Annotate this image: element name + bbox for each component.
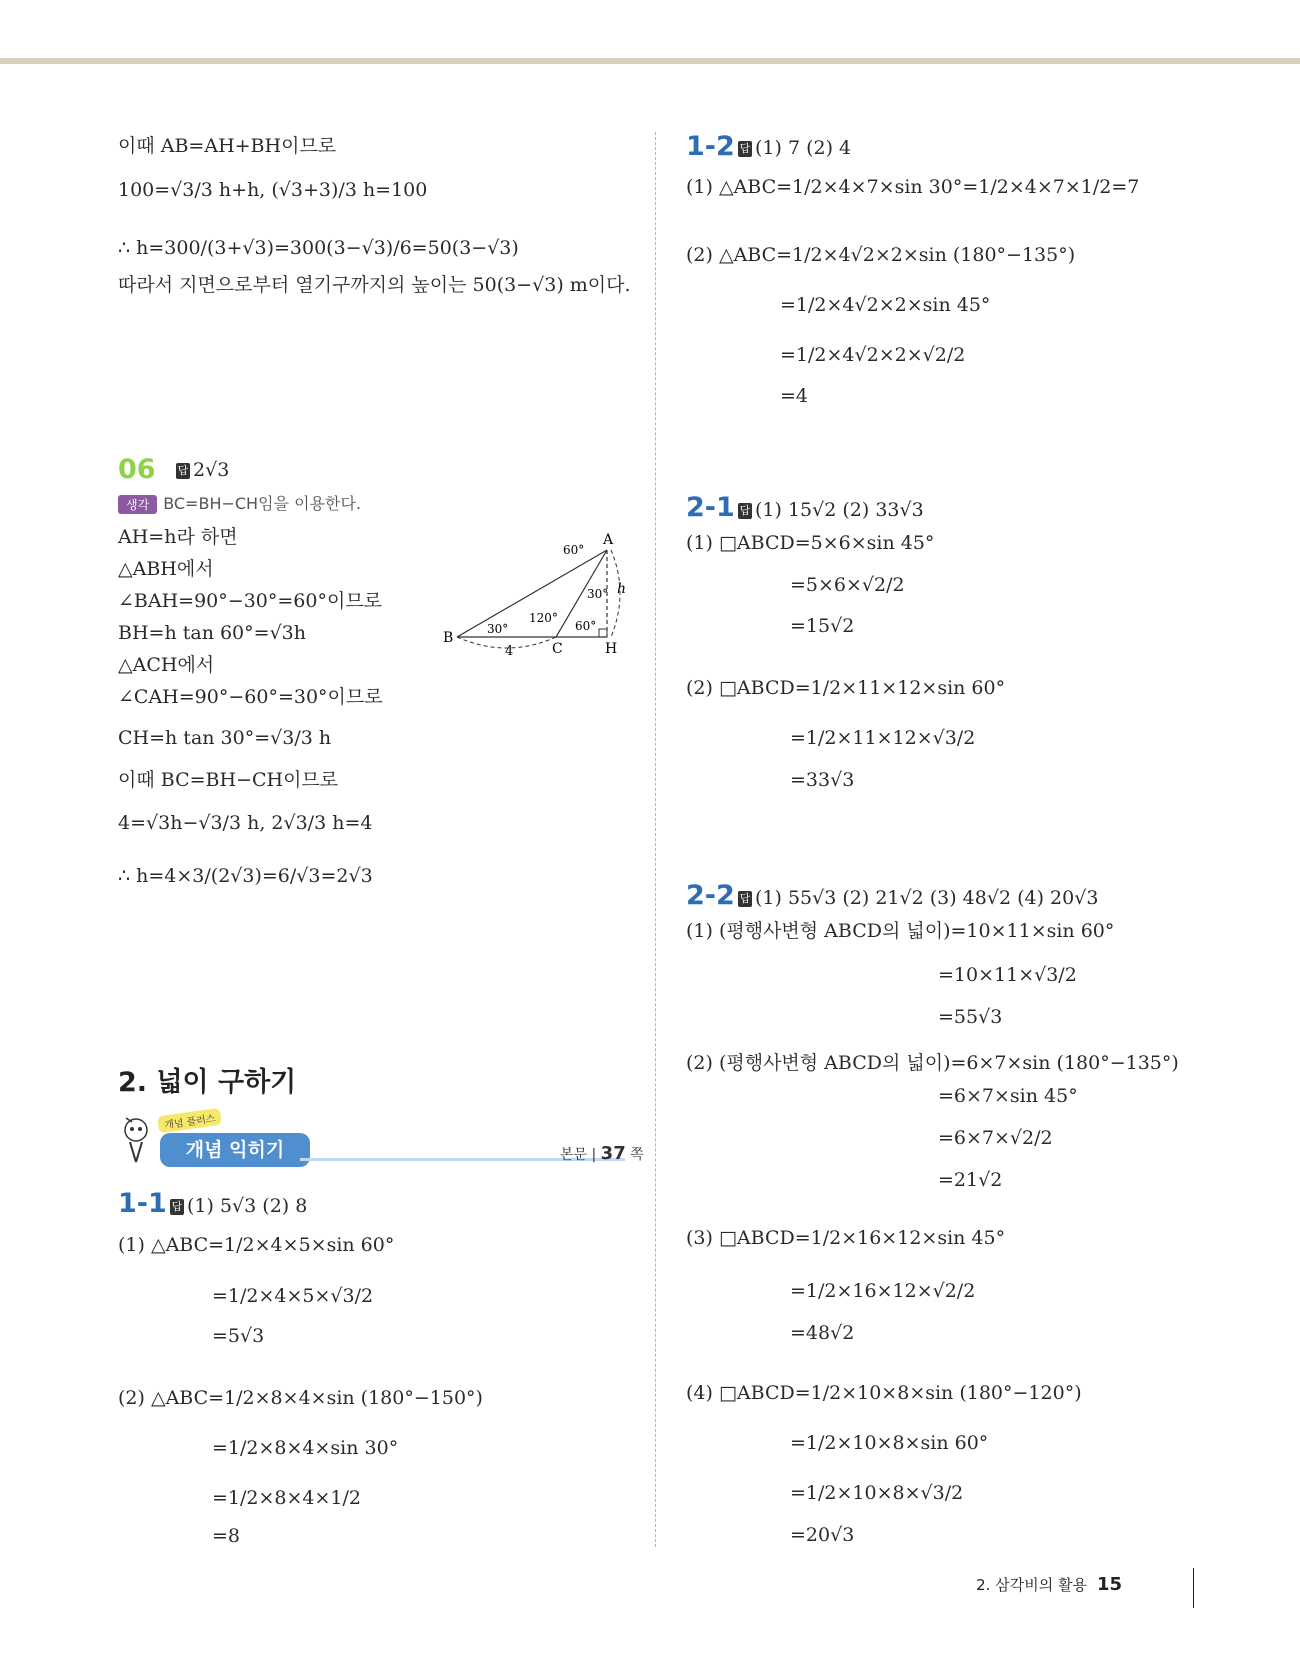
page-footer xyxy=(976,1574,1122,1595)
label-C: C xyxy=(552,641,563,657)
solution-line: (2) □ABCD=1/2×11×12×sin 60° xyxy=(686,677,1006,699)
right-angle-mark xyxy=(599,629,607,637)
answer xyxy=(170,1193,307,1219)
answer-icon: 답 xyxy=(177,464,189,477)
solution-line: =1/2×10×8×√3/2 xyxy=(790,1482,964,1504)
angle-30-B: 30° xyxy=(487,622,509,636)
solution-line: △ACH에서 xyxy=(118,654,215,676)
hint-text: BC=BH−CH임을 이용한다. xyxy=(163,494,361,513)
label-h: h xyxy=(617,581,627,597)
triangle-diagram xyxy=(435,525,635,660)
answer-icon: 답 xyxy=(171,1200,183,1213)
solution-line: (3) □ABCD=1/2×16×12×sin 45° xyxy=(686,1227,1006,1249)
page-ref-label: 본문 | xyxy=(560,1147,597,1163)
solution-line: BH=h tan 60°=√3h xyxy=(118,622,306,644)
solution-line: CH=h tan 30°=√3/3 h xyxy=(118,727,332,749)
solution-line: =8 xyxy=(212,1525,241,1547)
text: (1) 15√2 (2) 33√3 xyxy=(755,499,924,521)
solution-line: (2) (평행사변형 ABCD의 넓이)=6×7×sin (180°−135°) xyxy=(686,1052,1179,1074)
text: (1) 5√3 (2) 8 xyxy=(187,1195,308,1217)
solution-line: 4=√3h−√3/3 h, 2√3/3 h=4 xyxy=(118,812,373,834)
answer-icon: 답 xyxy=(739,892,751,905)
solution-line: (1) □ABCD=5×6×sin 45° xyxy=(686,532,935,554)
solution-line: ∠BAH=90°−30°=60°이므로 xyxy=(118,590,383,612)
concept-ribbon: 개념 익히기 xyxy=(160,1133,310,1167)
cont-line-2 xyxy=(118,170,427,210)
solution-line: =4 xyxy=(780,385,809,407)
angle-30-A: 30° xyxy=(587,587,609,601)
solution-line: 이때 BC=BH−CH이므로 xyxy=(118,769,339,791)
solution-line: ∠CAH=90°−60°=30°이므로 xyxy=(118,686,383,708)
solution-line: =1/2×8×4×sin 30° xyxy=(212,1437,399,1459)
solution-line: =1/2×4√2×2×√2/2 xyxy=(780,344,966,366)
solution-line: ∴ h=4×3/(2√3)=6/√3=2√3 xyxy=(118,865,373,887)
text: ∴ h=300/(3+√3)=300(3−√3)/6=50(3−√3) xyxy=(118,237,519,259)
solution-line: =55√3 xyxy=(938,1006,1003,1028)
text: 2√3 xyxy=(193,459,230,481)
hint-tag: 생각 xyxy=(118,495,157,514)
solution-line: =15√2 xyxy=(790,615,855,637)
label-B: B xyxy=(443,630,454,646)
solution-line: =5√3 xyxy=(212,1325,265,1347)
solution-line: =1/2×8×4×1/2 xyxy=(212,1487,362,1509)
problem-number: 1-1 xyxy=(118,1188,167,1219)
text: (1) 55√3 (2) 21√2 (3) 48√2 (4) 20√3 xyxy=(755,887,1099,909)
angle-60-top: 60° xyxy=(563,543,585,557)
solution-line: =48√2 xyxy=(790,1322,855,1344)
problem-number: 2-2 xyxy=(686,880,735,911)
page-ref-suffix: 쪽 xyxy=(630,1147,644,1163)
mascot-icon xyxy=(118,1110,158,1170)
section-title: 2. 넓이 구하기 xyxy=(118,1067,297,1098)
page-number: 15 xyxy=(1096,1574,1122,1595)
cont-line-1 xyxy=(118,133,336,159)
solution-line: (1) △ABC=1/2×4×7×sin 30°=1/2×4×7×1/2=7 xyxy=(686,176,1140,198)
label-H: H xyxy=(605,641,618,657)
solution-line: △ABH에서 xyxy=(118,558,214,580)
solution-line: =6×7×sin 45° xyxy=(938,1085,1078,1107)
footer-bar xyxy=(1193,1568,1194,1608)
text: 이때 AB=AH+BH이므로 xyxy=(118,135,337,157)
text: 100=√3/3 h+h, (√3+3)/3 h=100 xyxy=(118,179,428,201)
chapter-title: 2. 삼각비의 활용 xyxy=(976,1576,1087,1594)
solution-line: =1/2×16×12×√2/2 xyxy=(790,1280,976,1302)
problem-number: 2-1 xyxy=(686,492,735,523)
solution-line: (1) (평행사변형 ABCD의 넓이)=10×11×sin 60° xyxy=(686,920,1115,942)
answer xyxy=(176,457,229,483)
text: 따라서 지면으로부터 열기구까지의 높이는 50(3−√3) m이다. xyxy=(118,274,631,296)
solution-line: (4) □ABCD=1/2×10×8×sin (180°−120°) xyxy=(686,1382,1082,1404)
solution-line: =1/2×4√2×2×sin 45° xyxy=(780,294,991,316)
cont-line-4 xyxy=(118,272,631,298)
solution-line: =6×7×√2/2 xyxy=(938,1127,1053,1149)
solution-line: =33√3 xyxy=(790,769,855,791)
page-ref-number: 37 xyxy=(600,1143,626,1164)
solution-line: =20√3 xyxy=(790,1524,855,1546)
cont-line-3 xyxy=(118,228,519,268)
problem-number: 1-2 xyxy=(686,131,735,162)
column-divider xyxy=(655,132,656,1547)
answer xyxy=(738,135,851,161)
ribbon-tag: 개념 플러스 xyxy=(157,1108,222,1134)
solution-line: =10×11×√3/2 xyxy=(938,964,1077,986)
answer xyxy=(738,885,1098,911)
solution-line: =5×6×√2/2 xyxy=(790,574,905,596)
hint xyxy=(118,491,361,514)
text: (1) 7 (2) 4 xyxy=(755,137,852,159)
answer-icon: 답 xyxy=(739,504,751,517)
solution-line: =1/2×10×8×sin 60° xyxy=(790,1432,989,1454)
label-A: A xyxy=(603,532,614,548)
solution-line: =1/2×4×5×√3/2 xyxy=(212,1285,374,1307)
angle-120: 120° xyxy=(529,611,558,625)
angle-60-C: 60° xyxy=(575,619,597,633)
length-4: 4 xyxy=(505,644,514,659)
problem-number: 06 xyxy=(118,454,156,485)
answer xyxy=(738,497,924,523)
top-bar xyxy=(0,58,1300,64)
solution-line: (2) △ABC=1/2×8×4×sin (180°−150°) xyxy=(118,1387,483,1409)
solution-line: =21√2 xyxy=(938,1169,1003,1191)
solution-line: =1/2×11×12×√3/2 xyxy=(790,727,976,749)
solution-line: (1) △ABC=1/2×4×5×sin 60° xyxy=(118,1234,395,1256)
solution-line: AH=h라 하면 xyxy=(118,526,238,548)
answer-icon: 답 xyxy=(739,142,751,155)
page-reference xyxy=(560,1143,644,1164)
solution-line: (2) △ABC=1/2×4√2×2×sin (180°−135°) xyxy=(686,244,1076,266)
